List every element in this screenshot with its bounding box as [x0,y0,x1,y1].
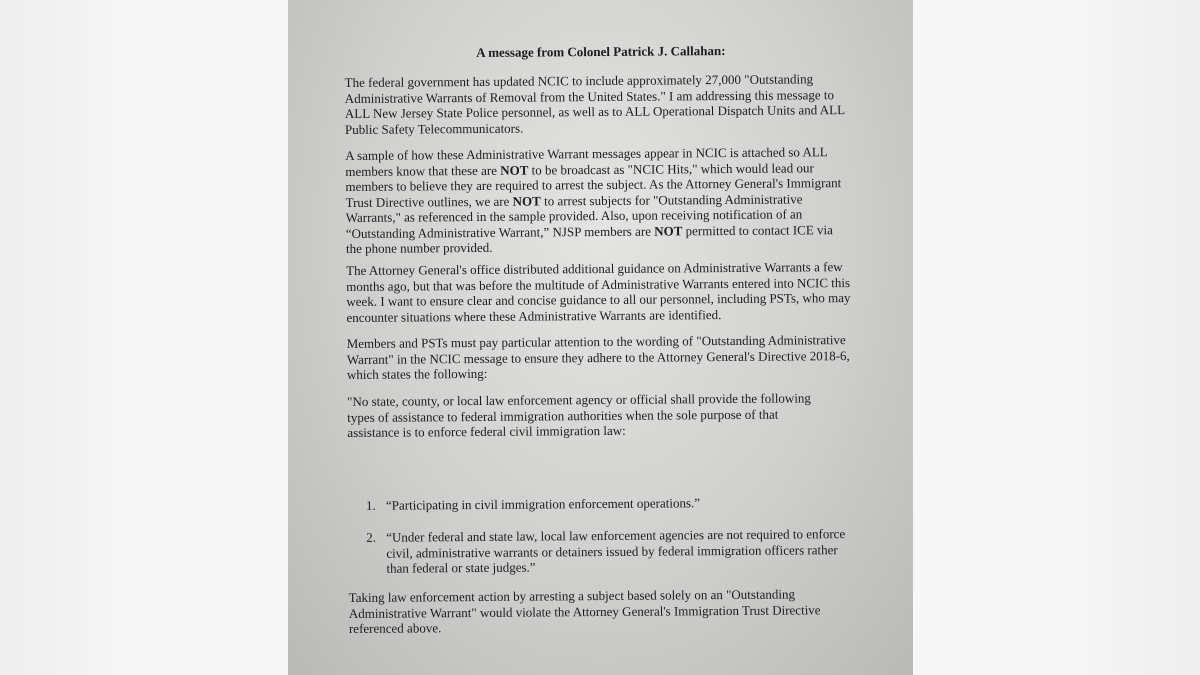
paragraph-conclusion: Taking law enforcement action by arresting a subject based solely on an "Outstanding Administrative Warrant" would violate the Attorney General's Immigration Trust Directive referenced above. [348,586,821,636]
list-number: 2. [366,529,377,545]
list-number: 1. [365,497,376,513]
paragraph-ag-guidance: The Attorney General's office distributed additional guidance on Administrative Warrants a few months ago, but that was before the multitude of Administrative Warrants entered into NCIC this week. I want to ensure clear and concise guidance to all our personnel, including PSTs, who may encounter situations where these Administrative Warrants are identified. [346,259,851,325]
list-text: “Under federal and state law, local law enforcement agencies are not required to enforce civil, administrative warrants or detainers issued by federal immigration officers rather than federal or state judges.” [386,526,846,576]
emphasis-not: NOT [512,192,541,209]
paragraph-ncic-update: The federal government has updated NCIC to include approximately 27,000 "Outstanding Administrative Warrants of Removal from the United States." I am addressing this message to ALL New Jersey State Police personnel, as well as to ALL Operational Dispatch Units and ALL Public Safety Telecommunicators. [344,71,845,137]
emphasis-not: NOT [500,162,529,178]
list-text: “Participating in civil immigration enforcement operations.” [385,495,701,513]
list-item [366,494,856,513]
paragraph-directive-quote: "No state, county, or local law enforcement agency or official shall provide the following types of assistance to federal immigration authorities when the sole purpose of that assistance is to enforce federal civil immigration law: [347,390,811,441]
paragraph-sample-messages: A sample of how these Administrative Warrant messages appear in NCIC is attached so ALL members know that these are NOT to be broadcast as "NCIC Hits," which would lead our members to believe they are required to arrest the subject. As the Attorney General's Immigrant Trust Directive outlines, we are NOT to arrest subjects for "Outstanding Administrative Warrants," as referenced in the sample provided. Also, upon receiving notification of an “Outstanding Administrative Warrant,” NJSP members are NOT permitted to contact ICE via the phone number provided. [345,144,842,257]
letter-title: A message from Colonel Patrick J. Callahan: [476,43,726,60]
document-photo [288,0,913,675]
emphasis-not: NOT [654,222,683,239]
list-item [366,526,856,576]
letter-page [288,0,913,675]
paragraph-wording-attention: Members and PSTs must pay particular attention to the wording of "Outstanding Administrative Warrant" in the NCIC message to ensure they adhere to the Attorney General's Directive 2018-6, which states the following: [346,332,850,383]
